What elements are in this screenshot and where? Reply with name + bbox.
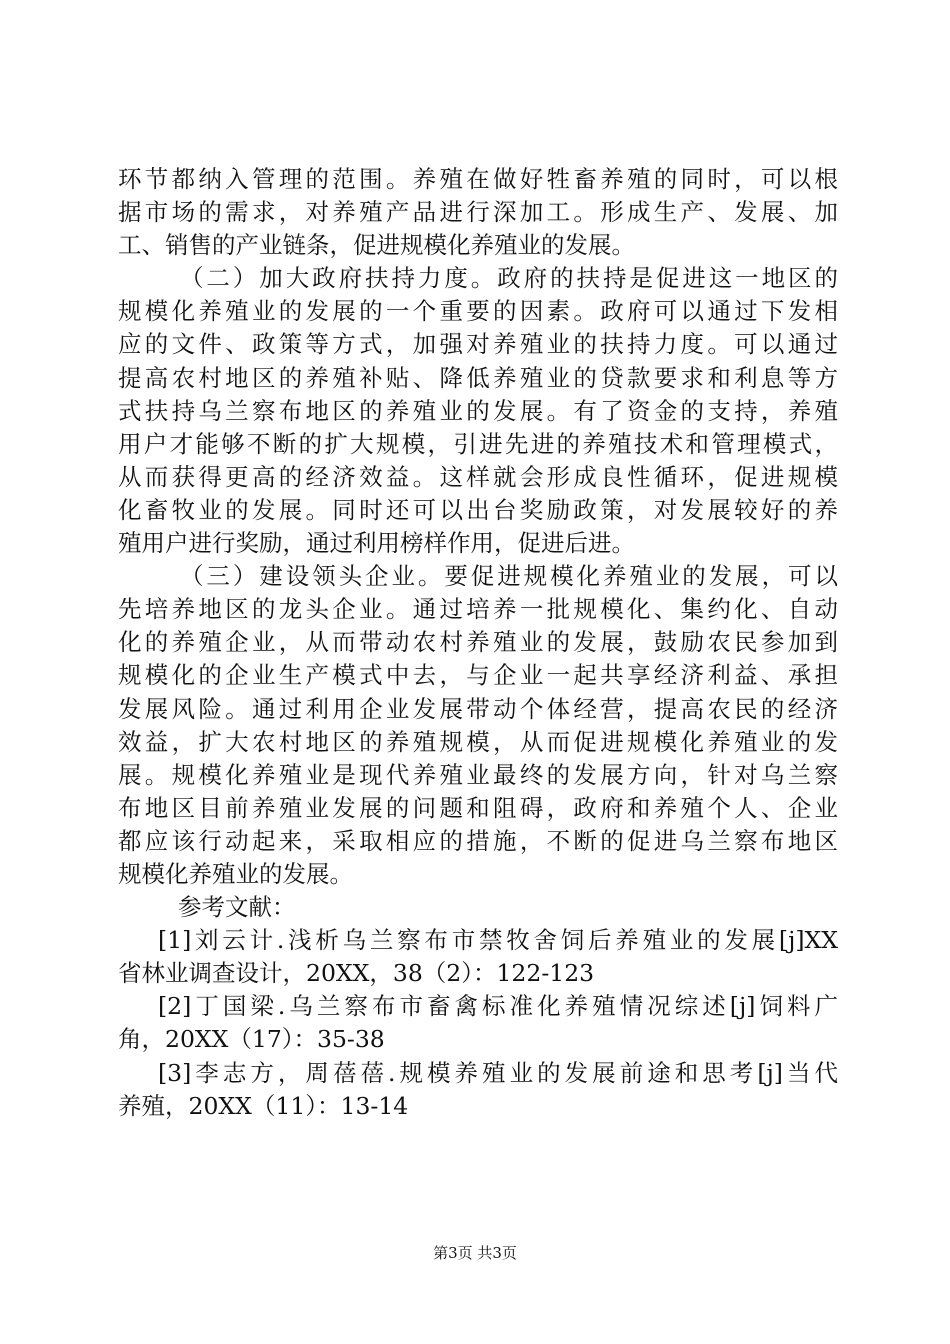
section-2-heading-line: （二）加大政府扶持力度。政府的扶持是促进这一地区的 [180, 264, 838, 293]
text-line: 工、销售的产业链条，促进规模化养殖业的发展。 [118, 231, 635, 260]
document-body [118, 163, 838, 1123]
text-line: 殖用户进行奖励，通过利用榜样作用，促进后进。 [118, 529, 635, 558]
text-line: 用户才能够不断的扩大规模，引进先进的养殖技术和管理模式， [118, 429, 838, 458]
reference-2-line-1: [2]丁国梁.乌兰察布市畜禽标准化养殖情况综述[j]饲料广 [158, 992, 838, 1021]
text-line: 规模化的企业生产模式中去，与企业一起共享经济利益、承担 [118, 661, 838, 690]
section-3-heading-line: （三）建设领头企业。要促进规模化养殖业的发展，可以 [180, 562, 838, 591]
reference-1-line-1: [1]刘云计.浅析乌兰察布市禁牧舍饲后养殖业的发展[j]XX [158, 926, 838, 955]
reference-3-line-2: 养殖，20XX（11）：13-14 [118, 1091, 409, 1120]
text-line: 化畜牧业的发展。同时还可以出台奖励政策，对发展较好的养 [118, 495, 838, 524]
text-line: 发展风险。通过利用企业发展带动个体经营，提高农民的经济 [118, 694, 838, 723]
text-line: 展。规模化养殖业是现代养殖业最终的发展方向，针对乌兰察 [118, 760, 838, 789]
reference-1-line-2: 省林业调查设计，20XX，38（2）：122-123 [118, 959, 595, 988]
references-heading: 参考文献： [178, 893, 296, 922]
text-line: 规模化养殖业的发展的一个重要的因素。政府可以通过下发相 [118, 297, 838, 326]
reference-3-line-1: [3]李志方，周蓓蓓.规模养殖业的发展前途和思考[j]当代 [158, 1058, 838, 1087]
reference-2-line-2: 角，20XX（17）：35-38 [118, 1025, 385, 1054]
text-line: 环节都纳入管理的范围。养殖在做好牲畜养殖的同时，可以根 [118, 165, 838, 193]
text-line: 规模化养殖业的发展。 [118, 859, 353, 888]
text-line: 效益，扩大农村地区的养殖规模，从而促进规模化养殖业的发 [118, 727, 838, 756]
text-line: 应的文件、政策等方式，加强对养殖业的扶持力度。可以通过 [118, 330, 838, 359]
text-line: 式扶持乌兰察布地区的养殖业的发展。有了资金的支持，养殖 [118, 396, 838, 425]
text-line: 布地区目前养殖业发展的问题和阻碍，政府和养殖个人、企业 [118, 793, 838, 822]
text-line: 从而获得更高的经济效益。这样就会形成良性循环，促进规模 [118, 462, 838, 491]
text-line: 据市场的需求，对养殖产品进行深加工。形成生产、发展、加 [118, 198, 838, 227]
page-footer: 第3页 共3页 [433, 1244, 517, 1262]
text-line: 先培养地区的龙头企业。通过培养一批规模化、集约化、自动 [118, 595, 838, 624]
text-line: 都应该行动起来，采取相应的措施，不断的促进乌兰察布地区 [118, 826, 838, 855]
text-line: 提高农村地区的养殖补贴、降低养殖业的贷款要求和利息等方 [118, 363, 838, 392]
text-line: 化的养殖企业，从而带动农村养殖业的发展，鼓励农民参加到 [118, 628, 838, 657]
